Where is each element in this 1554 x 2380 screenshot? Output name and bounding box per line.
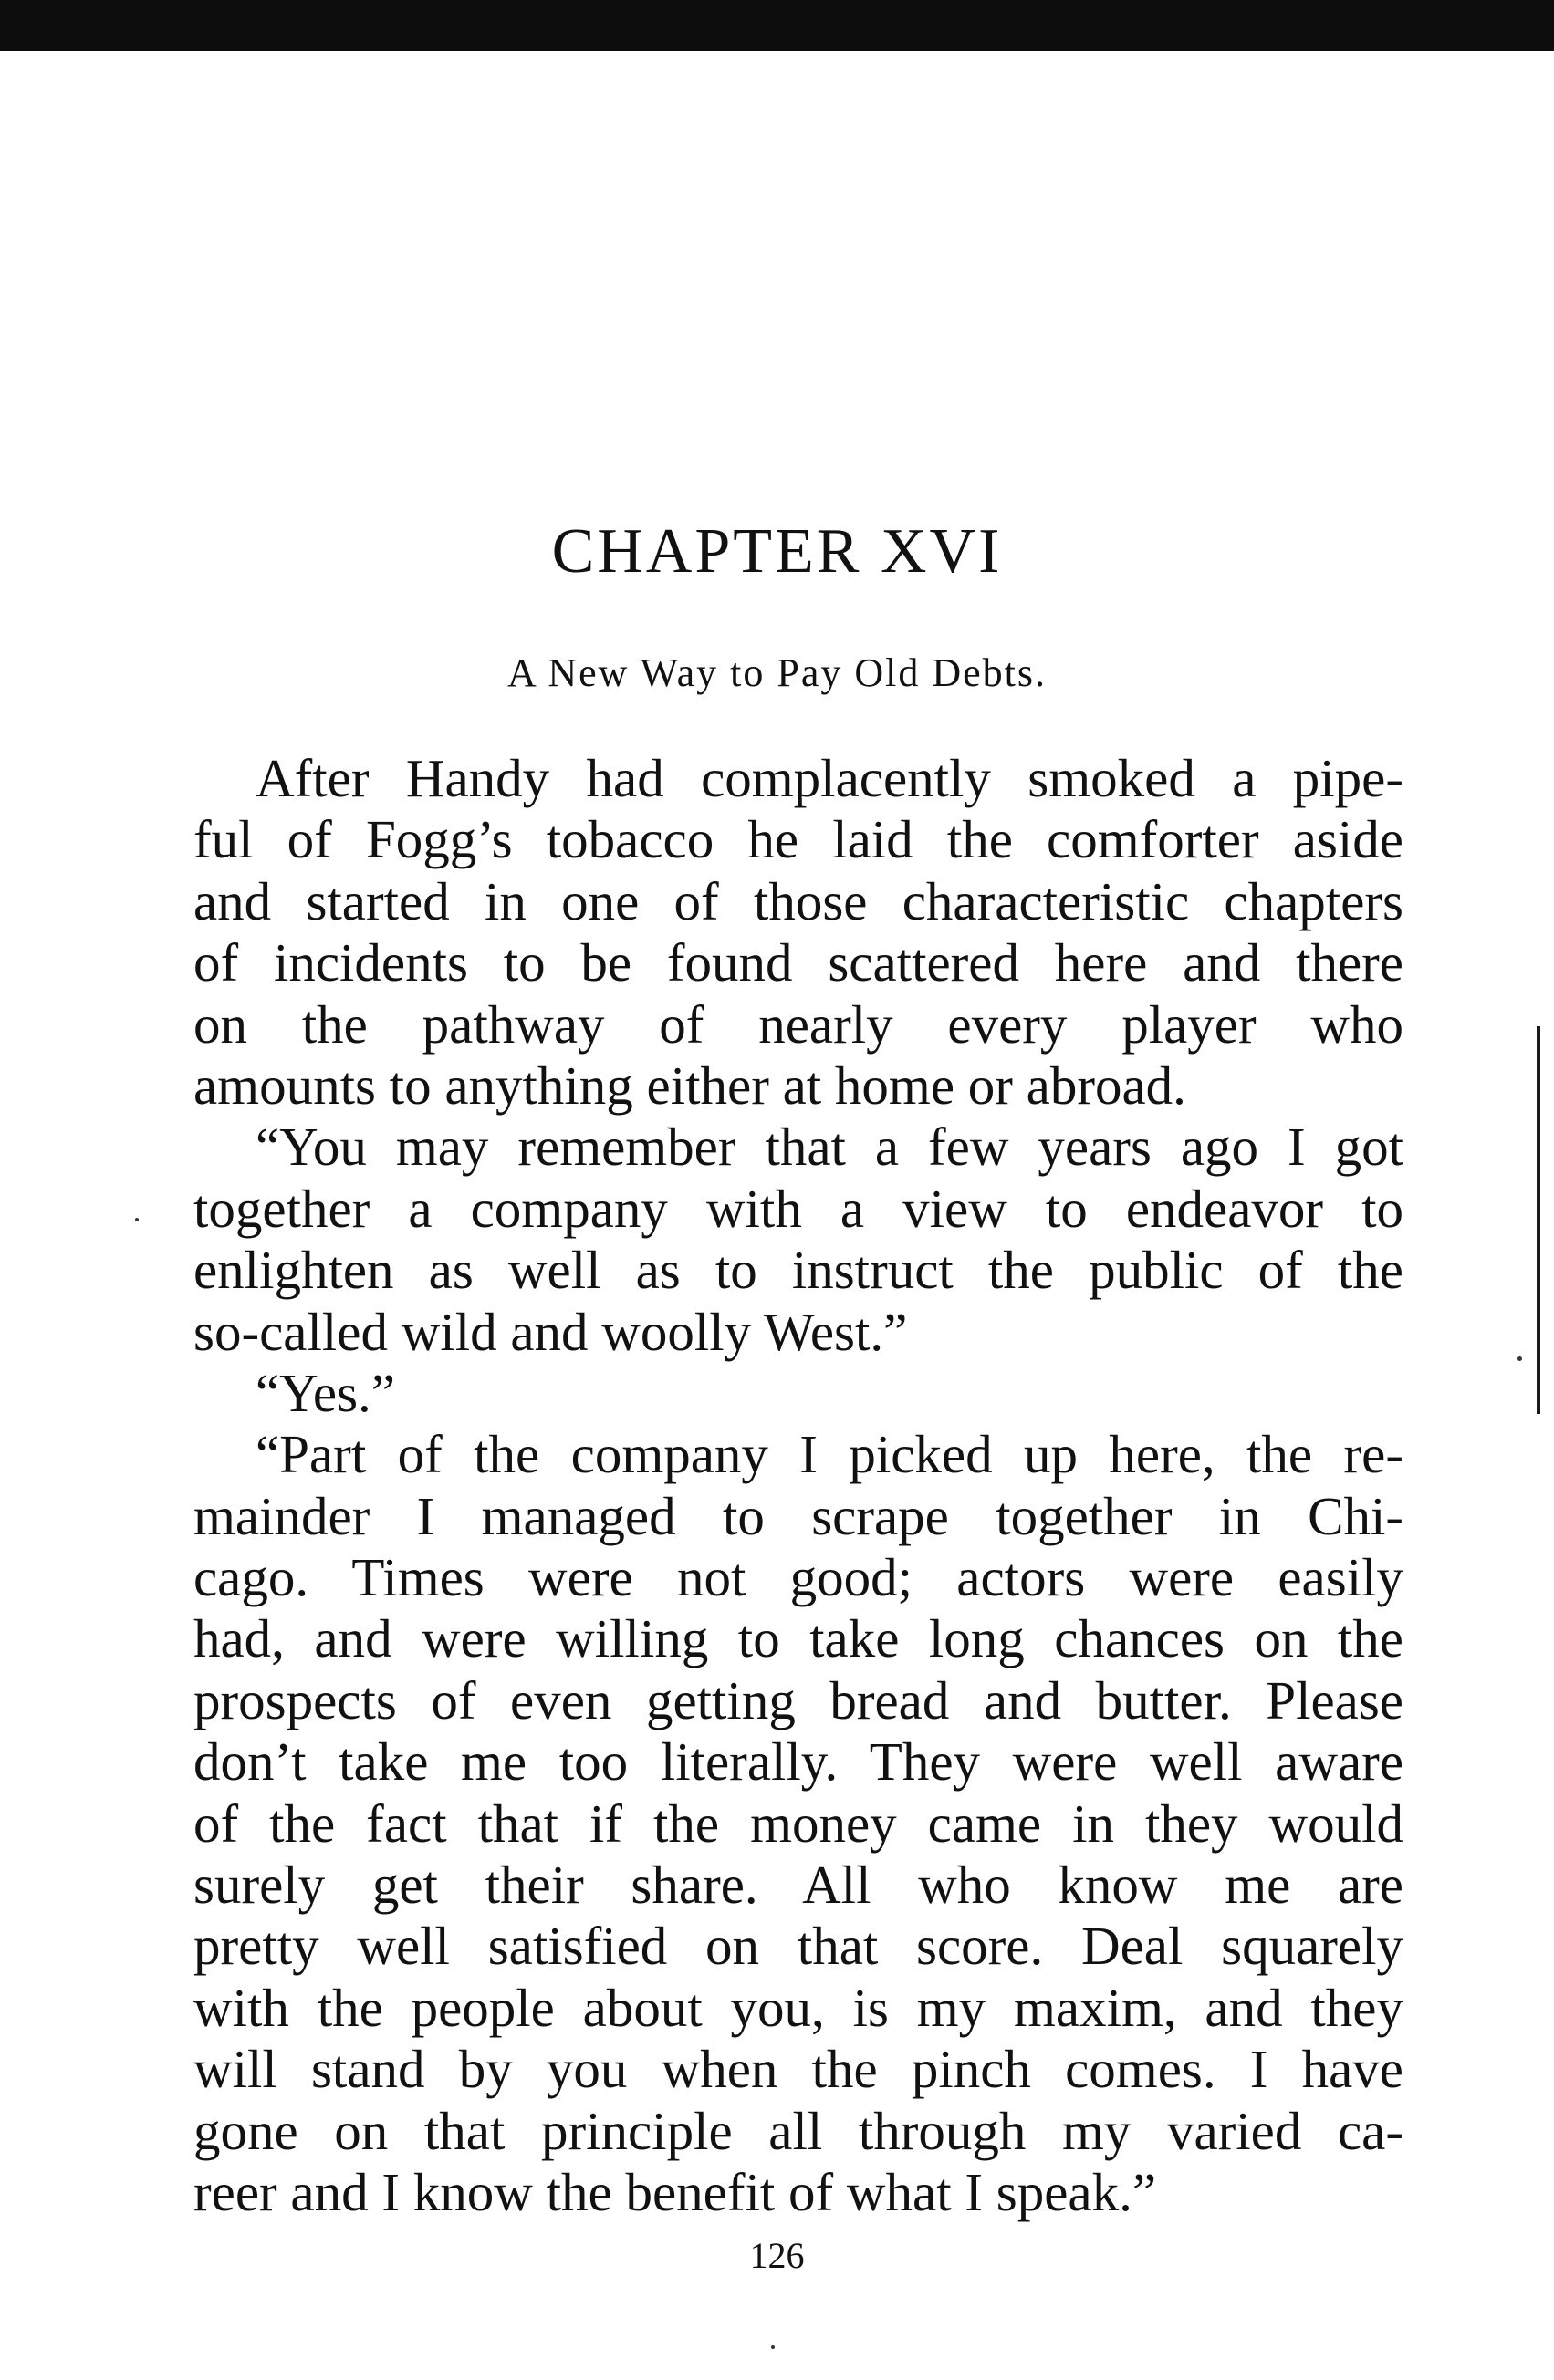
- text-line: and started in one of those characteristic chapters: [193, 870, 1403, 931]
- text-line: had, and were willing to take long chances on the: [193, 1608, 1403, 1669]
- scan-speck: [771, 2345, 775, 2349]
- text-line: After Handy had complacently smoked a pipe-: [256, 748, 1403, 808]
- text-line: of the fact that if the money came in they would: [193, 1793, 1403, 1854]
- margin-scan-mark: [1537, 1026, 1540, 1414]
- body-text: [193, 748, 1403, 2223]
- text-line: reer and I know the benefit of what I speak.”: [193, 2161, 1156, 2222]
- text-line: prospects of even getting bread and butter. Please: [193, 1669, 1403, 1730]
- text-line: on the pathway of nearly every player who: [193, 993, 1403, 1055]
- top-scan-border: [0, 0, 1554, 51]
- page-number: 126: [749, 2235, 805, 2276]
- scan-speck: [135, 1218, 139, 1221]
- text-line: of incidents to be found scattered here and there: [193, 932, 1403, 993]
- text-line: pretty well satisfied on that score. Deal squarely: [193, 1916, 1403, 1977]
- text-line: with the people about you, is my maxim, and they: [193, 1977, 1403, 2038]
- text-line: so-called wild and woolly West.”: [193, 1301, 908, 1362]
- text-line: “You may remember that a few years ago I got: [256, 1117, 1403, 1178]
- text-line: “Part of the company I picked up here, the re-: [256, 1424, 1403, 1485]
- text-line: amounts to anything either at home or abroad.: [193, 1055, 1186, 1116]
- text-line: surely get their share. All who know me are: [193, 1855, 1403, 1916]
- text-line: will stand by you when the pinch comes. I have: [193, 2039, 1403, 2100]
- text-line: together a company with a view to endeavor to: [193, 1178, 1403, 1239]
- text-line: gone on that principle all through my varied ca-: [193, 2100, 1403, 2161]
- text-line: enlighten as well as to instruct the public of the: [193, 1240, 1403, 1301]
- text-line: cago. Times were not good; actors were easily: [193, 1547, 1403, 1608]
- scan-speck: [1517, 1356, 1522, 1361]
- text-line: mainder I managed to scrape together in Chi-: [193, 1485, 1403, 1546]
- text-line: don’t take me too literally. They were well aware: [193, 1731, 1403, 1793]
- chapter-title: CHAPTER XVI: [551, 516, 1003, 587]
- text-line: “Yes.”: [256, 1362, 395, 1423]
- chapter-subtitle: A New Way to Pay Old Debts.: [506, 650, 1048, 695]
- text-line: ful of Fogg’s tobacco he laid the comforter aside: [193, 809, 1403, 870]
